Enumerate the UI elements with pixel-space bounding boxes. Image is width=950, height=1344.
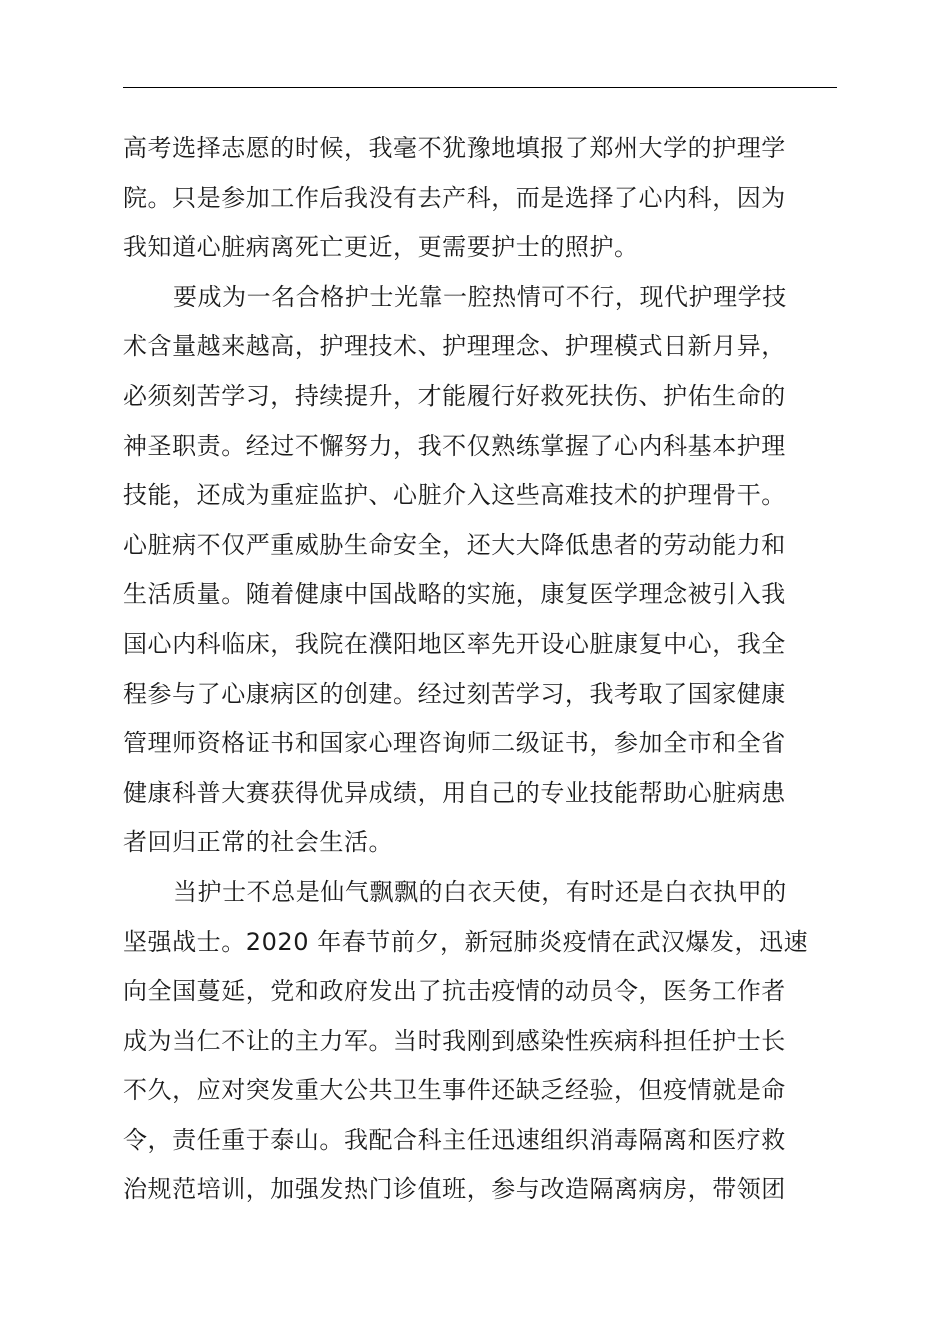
text-line: 术含量越来越高，护理技术、护理理念、护理模式日新月异， xyxy=(123,332,786,361)
text-line: 我知道心脏病离死亡更近，更需要护士的照护。 xyxy=(123,233,639,262)
text-line: 技能，还成为重症监护、心脏介入这些高难技术的护理骨干。 xyxy=(123,481,786,510)
text-line: 管理师资格证书和国家心理咨询师二级证书，参加全市和全省 xyxy=(123,729,786,758)
paragraph-first-line: 要成为一名合格护士光靠一腔热情可不行，现代护理学技 xyxy=(173,282,787,311)
text-line: 令，责任重于泰山。我配合科主任迅速组织消毒隔离和医疗救 xyxy=(123,1125,786,1154)
text-line: 向全国蔓延，党和政府发出了抗击疫情的动员令，医务工作者 xyxy=(123,977,786,1006)
header-rule xyxy=(123,87,837,88)
text-line: 院。只是参加工作后我没有去产科，而是选择了心内科，因为 xyxy=(123,183,786,212)
text-line: 健康科普大赛获得优异成绩，用自己的专业技能帮助心脏病患 xyxy=(123,778,786,807)
text-line: 必须刻苦学习，持续提升，才能履行好救死扶伤、护佑生命的 xyxy=(123,381,786,410)
text-line: 坚强战士。2020 年春节前夕，新冠肺炎疫情在武汉爆发，迅速 xyxy=(123,927,809,956)
body-text xyxy=(123,124,839,1215)
text-line: 成为当仁不让的主力军。当时我刚到感染性疾病科担任护士长 xyxy=(123,1026,786,1055)
paragraph-first-line: 当护士不总是仙气飘飘的白衣天使，有时还是白衣执甲的 xyxy=(173,877,787,906)
text-line: 高考选择志愿的时候，我毫不犹豫地填报了郑州大学的护理学 xyxy=(123,134,786,162)
text-line: 者回归正常的社会生活。 xyxy=(123,828,394,857)
text-line: 神圣职责。经过不懈努力，我不仅熟练掌握了心内科基本护理 xyxy=(123,431,786,460)
text-line: 不久，应对突发重大公共卫生事件还缺乏经验，但疫情就是命 xyxy=(123,1076,786,1105)
text-line: 生活质量。随着健康中国战略的实施，康复医学理念被引入我 xyxy=(123,580,786,609)
text-line: 程参与了心康病区的创建。经过刻苦学习，我考取了国家健康 xyxy=(123,679,786,708)
text-line: 国心内科临床，我院在濮阳地区率先开设心脏康复中心，我全 xyxy=(123,629,786,658)
text-line: 心脏病不仅严重威胁生命安全，还大大降低患者的劳动能力和 xyxy=(123,530,786,559)
text-line: 治规范培训，加强发热门诊值班，参与改造隔离病房，带领团 xyxy=(123,1175,786,1204)
